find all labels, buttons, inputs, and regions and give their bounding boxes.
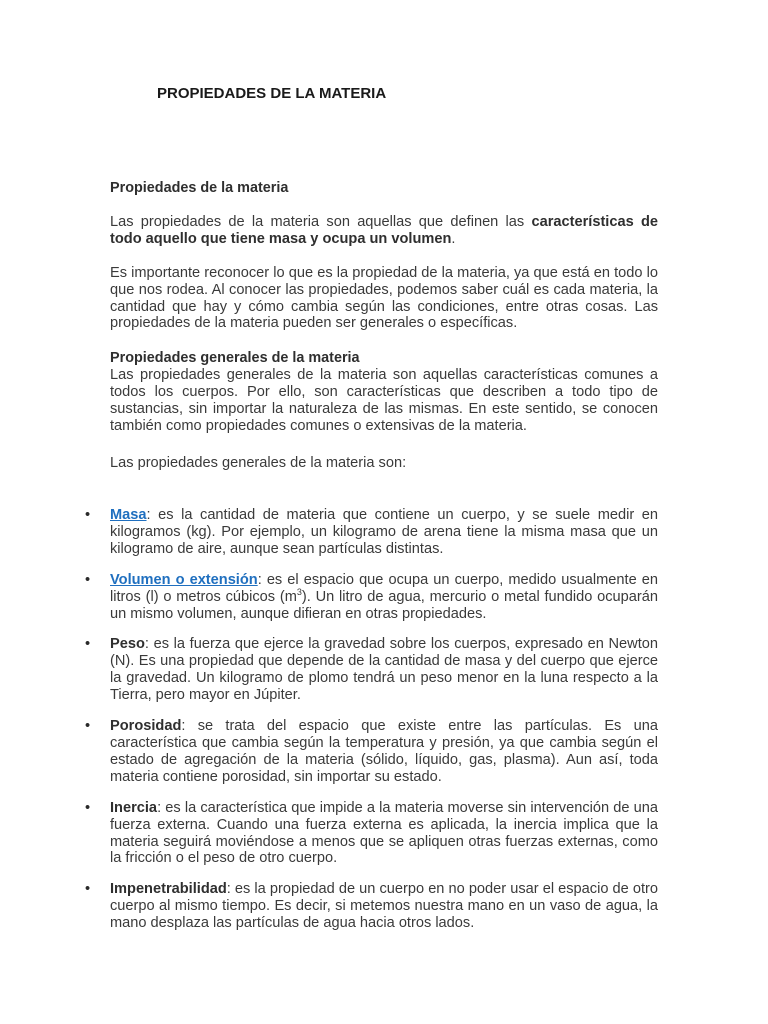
section-heading-generales: Propiedades generales de la materia [110,350,360,367]
list-item-masa [85,507,658,558]
bullet-icon: • [85,799,91,816]
peso-description: : es la fuerza que ejerce la gravedad sobre los cuerpos, expresado en Newton (N). Es una propiedad que depende de la cantidad de masa y del cuerpo que ejerce la gravedad. Un kilogramo de plomo tendrá un peso menor en la luna respecto a la Tierra, pero mayor en Júpiter. [110,636,658,704]
bullet-icon: • [85,507,91,523]
intro-end: . [451,230,456,247]
cubic-superscript: 3 [296,586,302,597]
masa-description: : es la cantidad de materia que contiene un cuerpo, y se suele medir en kilogramos (kg). Por ejemplo, un kilogramo de arena tiene la misma masa que un kilogramo de aire, aunque sean partículas distintas. [110,507,658,557]
document-body [110,180,658,472]
list-intro: Las propiedades generales de la materia son: [110,454,407,471]
list-item-porosidad [85,718,658,786]
list-item-peso [85,636,658,704]
list-item-impenetrabilidad [85,881,658,932]
volumen-description: : es el espacio que ocupa un cuerpo, medido usualmente en litros (l) o metros cúbicos (m [110,571,658,605]
impenetrabilidad-description: : es la propiedad de un cuerpo en no poder usar el espacio de otro cuerpo al mismo tiempo. Es decir, si metemos nuestra mano en un vaso de agua, la mano desplaza las partículas de agua hacia otros lados. [110,881,658,932]
document-title: PROPIEDADES DE LA MATERIA [157,85,387,102]
peso-term: Peso [110,636,145,653]
bullet-icon: • [85,881,91,898]
impenetrabilidad-term: Impenetrabilidad [110,881,227,898]
bullet-icon: • [85,636,91,653]
intro-text: Las propiedades de la materia son aquellas que definen las [110,213,532,230]
list-item-inercia [85,799,658,868]
inercia-description: : es la característica que impide a la materia moverse sin intervención de una fuerza externa. Cuando una fuerza externa es aplicada, la inercia implica que la materia seguirá moviéndose a menos que se apliquen otras fuerzas externas, como la fricción o el peso de otro cuerpo. [110,799,658,867]
bullet-icon: • [85,571,91,588]
intro-paragraph [110,214,658,248]
section-heading-propiedades: Propiedades de la materia [110,180,289,196]
porosidad-description: : se trata del espacio que existe entre las partículas. Es una característica que cambia según la temperatura y presión, ya que cambia según el estado de agregación de la materia (sólido, líquido, gas, plasma). Aun así, toda materia contiene porosidad, sin importar su estado. [110,718,658,785]
masa-link[interactable]: Masa [110,507,147,523]
bullet-icon: • [85,718,91,735]
list-item-volumen [85,571,658,623]
volumen-link[interactable]: Volumen o extensión [110,571,258,588]
importance-paragraph: Es importante reconocer lo que es la propiedad de la materia, ya que está en todo lo que nos rodea. Al conocer las propiedades, podemos saber cuál es cada materia, la cantidad que hay y cómo cambia según las condiciones, entre otras cosas. Las propiedades de la materia pueden ser generales o específicas. [110,264,658,332]
porosidad-term: Porosidad [110,718,182,735]
intro-bold-text: características de todo aquello que tiene masa y ocupa un volumen [110,213,658,247]
properties-list [85,507,658,946]
generales-paragraph: Las propiedades generales de la materia son aquellas características comunes a todos los cuerpos. Por ello, son características que describen a todo tipo de sustancias, sin importar la naturaleza de las mismas. En este sentido, se conocen también como propiedades comunes o extensivas de la materia. [110,367,658,434]
inercia-term: Inercia [110,799,158,816]
volumen-description-end: ). Un litro de agua, mercurio o metal fundido ocuparán un mismo volumen, aunque difieran en otras propiedades. [110,588,658,622]
